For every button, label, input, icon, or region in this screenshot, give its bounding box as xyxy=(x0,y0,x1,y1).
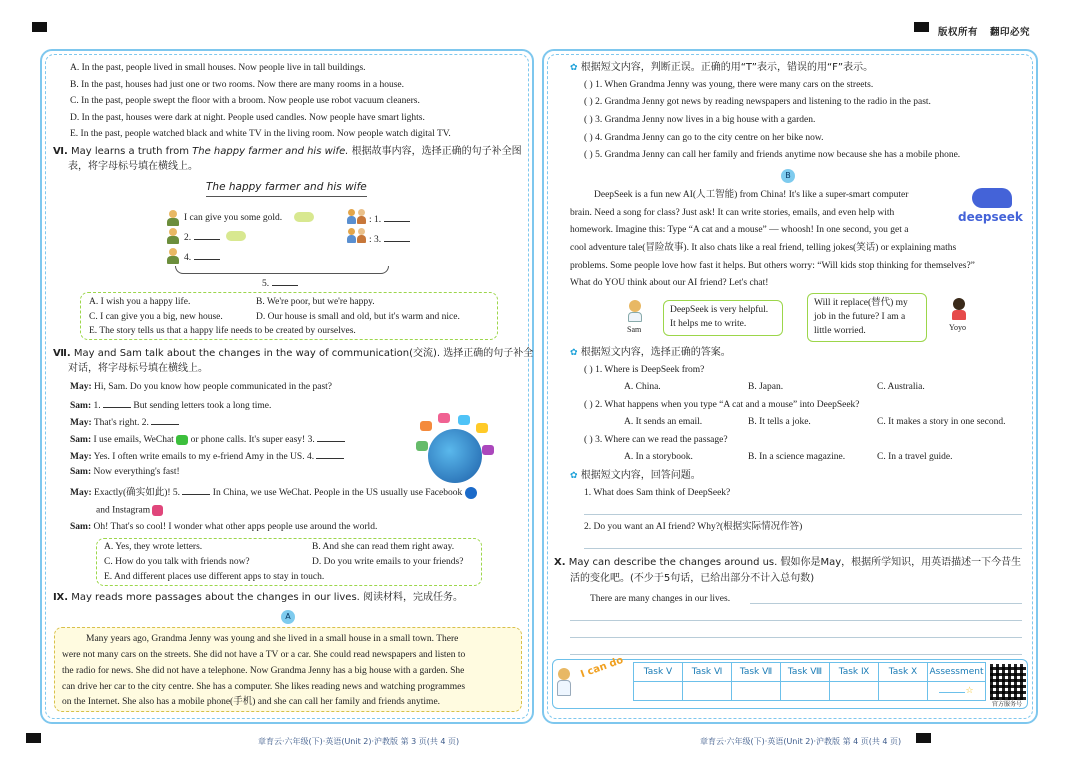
task-score-cell[interactable] xyxy=(732,682,781,701)
answer-line[interactable] xyxy=(584,514,1022,515)
question-text: 3. Where can we read the passage? xyxy=(595,435,728,445)
speaker: May: xyxy=(70,488,92,498)
writing-start: There are many changes in our lives. xyxy=(590,594,731,604)
qa-question-2: 2. Do you want an AI friend? Why?(根据实际情况作答) xyxy=(584,522,803,532)
story-title: The happy farmer and his wife xyxy=(206,181,367,197)
dialog-text: Yes. I often write emails to my e-friend Amy in the US. 4. xyxy=(93,452,315,462)
bubble-text: Will it replace(替代) my xyxy=(814,298,908,308)
passage-b-line: What do YOU think about our AI friend? Let's chat! xyxy=(570,278,769,288)
farmer-icon xyxy=(166,248,180,264)
answer-paren[interactable]: ( ) xyxy=(584,400,593,410)
farmer-icon xyxy=(166,228,180,244)
mc-option[interactable]: A. It sends an email. xyxy=(624,417,703,427)
tf-statement: 1. When Grandma Jenny was young, there were many cars on the streets. xyxy=(595,80,874,90)
passage-a-label: A xyxy=(281,610,295,624)
tf-statement: 4. Grandma Jenny can go to the city centre on her bike now. xyxy=(595,133,824,143)
mc-option[interactable]: C. In a travel guide. xyxy=(877,452,953,462)
section-number: Ⅶ. xyxy=(53,348,71,359)
answer-paren[interactable]: ( ) xyxy=(584,115,593,125)
writing-line[interactable] xyxy=(570,654,1022,655)
dialog-line-6 xyxy=(70,467,180,478)
mc-option[interactable]: A. In a storybook. xyxy=(624,452,693,462)
task-table xyxy=(633,662,986,701)
section-6-instruction xyxy=(53,146,522,158)
instruction-text: 根据短文内容，回答问题。 xyxy=(580,470,701,481)
passage-a-line: on the Internet. She also has a mobile phone(手机) and she can call her family and friends anytime. xyxy=(62,697,441,707)
task-score-cell[interactable] xyxy=(830,682,879,701)
dialog-line-9 xyxy=(70,522,377,533)
registration-mark xyxy=(914,22,929,32)
bubble-text: job in the future? I am a xyxy=(814,311,906,322)
passage-a-line: were not many cars on the streets. She did not have a TV or a car. She could read newspapers and listen to xyxy=(62,650,466,660)
sam-speech-bubble xyxy=(663,300,783,336)
deepseek-whale-icon xyxy=(972,188,1012,208)
passage-a-line: Many years ago, Grandma Jenny was young and she lived in a small house in a small town. There xyxy=(86,634,459,644)
s6-option-d: D. Our house is small and old, but it's warm and nice. xyxy=(256,312,460,322)
option-prev-e: E. In the past, people watched black and white TV in the living room. Now people watch digital TV. xyxy=(70,129,451,139)
tf-item-4[interactable] xyxy=(584,133,823,144)
passage-a-line: can drive her car to the city centre. She has a computer. She likes reading news and watching programmes xyxy=(62,682,466,692)
blank-label: 5. xyxy=(262,279,270,289)
dialog-line-3 xyxy=(70,416,179,429)
answer-blank[interactable] xyxy=(317,433,345,442)
mc-option[interactable]: A. China. xyxy=(624,382,661,392)
answer-blank[interactable] xyxy=(194,251,220,260)
registration-mark xyxy=(916,733,931,743)
answer-paren[interactable]: ( ) xyxy=(584,97,593,107)
answer-blank[interactable] xyxy=(272,277,298,286)
dialog-line-4 xyxy=(70,433,345,446)
piracy-text: 翻印必究 xyxy=(990,27,1031,38)
speaker: May: xyxy=(70,418,92,428)
task-header: Task Ⅵ xyxy=(683,663,732,682)
star-icon: ✿ xyxy=(570,348,578,358)
section-10-instruction xyxy=(554,557,1021,569)
s7-option-d: D. Do you write emails to your friends? xyxy=(312,557,464,567)
instagram-icon xyxy=(152,505,163,516)
mc-option[interactable]: B. In a science magazine. xyxy=(748,452,846,462)
footer-right: 章育云·六年级(下)·英语(Unit 2)·沪教版 第 4 页(共 4 页) xyxy=(700,737,902,746)
tf-statement: 3. Grandma Jenny now lives in a big house with a garden. xyxy=(595,115,816,125)
mc-question-3[interactable] xyxy=(584,435,728,446)
bubble-text: It helps me to write. xyxy=(670,318,747,329)
answer-paren[interactable]: ( ) xyxy=(584,365,593,375)
question-text: 1. Where is DeepSeek from? xyxy=(595,365,705,375)
instruction-text: 根据故事内容，选择正确的句子补全图 xyxy=(348,146,522,157)
dialog-text: Now everything's fast! xyxy=(93,467,180,477)
chart-item-0: I can give you some gold. xyxy=(184,213,283,223)
answer-blank[interactable] xyxy=(103,399,131,408)
chart-blank-2[interactable] xyxy=(184,231,220,244)
s6-option-e: E. The story tells us that a happy life needs to be created by ourselves. xyxy=(89,326,356,336)
mc-title xyxy=(570,347,731,359)
passage-b-line: DeepSeek is a fun new AI(人工智能) from China! It's like a super-smart computer xyxy=(594,190,909,200)
section-number: Ⅹ. xyxy=(554,557,566,568)
option-prev-a: A. In the past, people lived in small houses. Now people live in tall buildings. xyxy=(70,63,366,73)
registration-mark xyxy=(26,733,41,743)
mc-option[interactable]: B. Japan. xyxy=(748,382,784,392)
section-6-instruction-2: 表，将字母标号填在横线上。 xyxy=(68,161,198,172)
farmer-icon xyxy=(166,210,180,226)
registration-mark xyxy=(32,22,47,32)
star-icon: ✿ xyxy=(570,471,578,481)
chart-blank-1[interactable] xyxy=(369,213,410,226)
couple-icon xyxy=(346,228,368,244)
s7-option-c: C. How do you talk with friends now? xyxy=(104,557,250,567)
speaker: May: xyxy=(70,452,92,462)
copyright-text: 版权所有 xyxy=(938,27,979,38)
bubble-text: DeepSeek is very helpful. xyxy=(670,305,769,315)
copyright-notice xyxy=(938,24,1042,38)
task-score-cell[interactable] xyxy=(683,682,732,701)
task-header: Task Ⅸ xyxy=(830,663,879,682)
dialog-text: But sending letters took a long time. xyxy=(131,401,272,411)
dialog-text: or phone calls. It's super easy! 3. xyxy=(188,435,315,445)
assessment-star-cell[interactable] xyxy=(928,682,986,701)
task-score-cell[interactable] xyxy=(634,682,683,701)
sam-avatar xyxy=(626,300,644,322)
passage-b-line: homework. Imagine this: Type “A cat and a mouse” — whoosh! In one second, you get a xyxy=(570,225,909,235)
instruction-text: May reads more passages about the changes in our lives. 阅读材料，完成任务。 xyxy=(71,592,464,603)
gold-icon xyxy=(294,212,314,222)
instruction-text: May learns a truth from xyxy=(70,146,193,157)
dialog-text: Hi, Sam. Do you know how people communicated in the past? xyxy=(94,382,332,392)
answer-paren[interactable]: ( ) xyxy=(584,133,593,143)
yoyo-avatar xyxy=(950,298,968,320)
dialog-text: Exactly(确实如此)! 5. xyxy=(94,488,181,498)
answer-blank[interactable] xyxy=(151,416,179,425)
wechat-icon xyxy=(176,435,188,445)
dialog-text: and Instagram xyxy=(96,505,151,516)
dialog-text: That's right. 2. xyxy=(93,418,149,428)
instruction-text: 根据短文内容，选择正确的答案。 xyxy=(580,347,731,358)
s7-option-e: E. And different places use different apps to stay in touch. xyxy=(104,572,325,582)
speaker: Sam: xyxy=(70,467,92,477)
bubble-text: little worried. xyxy=(814,325,866,336)
tf-item-3[interactable] xyxy=(584,115,815,126)
blank-label: : 1. xyxy=(369,215,382,225)
section-7-instruction xyxy=(53,348,533,360)
sam-name: Sam xyxy=(627,325,642,334)
section-number: Ⅸ. xyxy=(53,592,69,603)
task-header: Task Ⅶ xyxy=(732,663,781,682)
tf-statement: 2. Grandma Jenny got news by reading newspapers and listening to the radio in the past. xyxy=(595,97,931,107)
qa-question-1: 1. What does Sam think of DeepSeek? xyxy=(584,488,731,498)
mc-question-2[interactable] xyxy=(584,400,860,411)
tf-item-2[interactable] xyxy=(584,97,931,108)
i-can-do-label: I can do xyxy=(579,654,625,681)
dialog-line-1 xyxy=(70,382,332,393)
passage-a-line: the radio for news. She did not have a telephone. Now Grandma Jenny has a big house with a garden. She xyxy=(62,666,465,676)
writing-line[interactable] xyxy=(570,637,1022,638)
dialog-text: Oh! That's so cool! I wonder what other apps people use around the world. xyxy=(93,522,378,532)
s6-option-a: A. I wish you a happy life. xyxy=(89,297,191,307)
chart-blank-3[interactable] xyxy=(369,233,410,246)
task-header: Task Ⅷ xyxy=(781,663,830,682)
summary-brace xyxy=(175,266,389,274)
s7-option-a: A. Yes, they wrote letters. xyxy=(104,542,203,552)
mc-option[interactable]: C. It makes a story in one second. xyxy=(877,417,1006,427)
answer-blank[interactable] xyxy=(384,233,410,242)
tf-title xyxy=(570,62,873,74)
blank-label: 2. xyxy=(184,233,192,243)
option-prev-c: C. In the past, people swept the floor with a broom. Now people use robot vacuum cleaners. xyxy=(70,96,420,106)
speaker: Sam: xyxy=(70,401,92,411)
answer-paren[interactable]: ( ) xyxy=(584,150,593,160)
section-10-instruction-2: 活的变化吧。(不少于5句话，已给出部分不计入总句数) xyxy=(570,573,815,584)
chart-blank-5[interactable] xyxy=(262,277,298,290)
boy-mascot-icon xyxy=(556,668,572,696)
section-9-instruction xyxy=(53,592,463,604)
task-header: Task Ⅹ xyxy=(879,663,928,682)
yoyo-speech-bubble xyxy=(807,293,927,342)
tf-item-1[interactable] xyxy=(584,80,873,91)
dialog-text: 1. xyxy=(93,401,101,411)
story-name: The happy farmer and his wife. xyxy=(192,146,349,157)
blank-label: 4. xyxy=(184,253,192,263)
star-icon: ☆ xyxy=(965,686,974,696)
instruction-text: May can describe the changes around us. 假如你是May，根据所学知识，用英语描述一下今昔生 xyxy=(568,557,1022,568)
passage-b-line: problems. Some people love how fast it helps. But others worry: “Will kids stop thinking for themselves?” xyxy=(570,261,975,271)
option-prev-d: D. In the past, houses were dark at night. People used candles. Now people have smart lights. xyxy=(70,113,425,123)
deepseek-logo: deepseek xyxy=(958,210,1023,224)
footer-left: 章育云·六年级(下)·英语(Unit 2)·沪教版 第 3 页(共 4 页) xyxy=(258,737,460,746)
writing-line[interactable] xyxy=(750,603,1022,604)
section-number: Ⅵ. xyxy=(53,146,68,157)
option-prev-b: B. In the past, houses had just one or two rooms. Now there are many rooms in a house. xyxy=(70,80,405,90)
qr-label: 官方服务号 xyxy=(992,702,1023,708)
passage-b-label: B xyxy=(781,169,795,183)
dialog-line-5 xyxy=(70,450,344,463)
chart-blank-4[interactable] xyxy=(184,251,220,264)
answer-paren[interactable]: ( ) xyxy=(584,435,593,445)
couple-icon xyxy=(346,209,368,225)
answer-line[interactable] xyxy=(584,548,1022,549)
answer-blank[interactable] xyxy=(316,450,344,459)
tf-statement: 5. Grandma Jenny can call her family and friends anytime now because she has a mobile phone. xyxy=(595,150,961,160)
qa-title xyxy=(570,470,701,482)
tf-item-5[interactable] xyxy=(584,150,960,161)
dialog-line-8 xyxy=(96,505,163,517)
instruction-text: May and Sam talk about the changes in the way of communication(交流). 选择正确的句子补全 xyxy=(73,348,534,359)
speaker: May: xyxy=(70,382,92,392)
dialog-text: I use emails, WeChat xyxy=(93,435,174,445)
section-7-instruction-2: 对话，将字母标号填在横线上。 xyxy=(68,363,208,374)
star-icon: ✿ xyxy=(570,63,578,73)
speaker: Sam: xyxy=(70,435,92,445)
s6-option-c: C. I can give you a big, new house. xyxy=(89,312,223,322)
answer-paren[interactable]: ( ) xyxy=(584,80,593,90)
task-score-cell[interactable] xyxy=(781,682,830,701)
speaker: Sam: xyxy=(70,522,92,532)
s6-option-b: B. We're poor, but we're happy. xyxy=(256,297,375,307)
gold-icon xyxy=(226,231,246,241)
passage-b-line: cool adventure tale(冒险故事). It also chats like a real friend, telling jokes(笑话) or explaining maths xyxy=(570,243,957,253)
question-text: 2. What happens when you type “A cat and a mouse” into DeepSeek? xyxy=(595,400,860,410)
qr-code xyxy=(990,664,1026,700)
answer-blank[interactable] xyxy=(384,213,410,222)
mc-question-1[interactable] xyxy=(584,365,704,376)
globe-apps-picture xyxy=(416,413,496,491)
passage-b-line: brain. Need a song for class? Just ask! It can write stories, emails, and even help with xyxy=(570,208,895,218)
s7-option-b: B. And she can read them right away. xyxy=(312,542,455,552)
answer-blank[interactable] xyxy=(182,486,210,495)
task-header: Task Ⅴ xyxy=(634,663,683,682)
yoyo-name: Yoyo xyxy=(949,323,966,332)
task-score-cell[interactable] xyxy=(879,682,928,701)
mc-option[interactable]: C. Australia. xyxy=(877,382,925,392)
dialog-line-2 xyxy=(70,399,271,412)
answer-blank[interactable] xyxy=(194,231,220,240)
writing-line[interactable] xyxy=(570,620,1022,621)
blank-label: : 3. xyxy=(369,235,382,245)
assessment-header: Assessment xyxy=(928,663,986,682)
instruction-text: 根据短文内容，判断正误。正确的用“T”表示，错误的用“F”表示。 xyxy=(580,62,874,73)
mc-option[interactable]: B. It tells a joke. xyxy=(748,417,811,427)
dialog-text: In China, we use WeChat. People in the US usually use Facebook xyxy=(210,488,463,498)
